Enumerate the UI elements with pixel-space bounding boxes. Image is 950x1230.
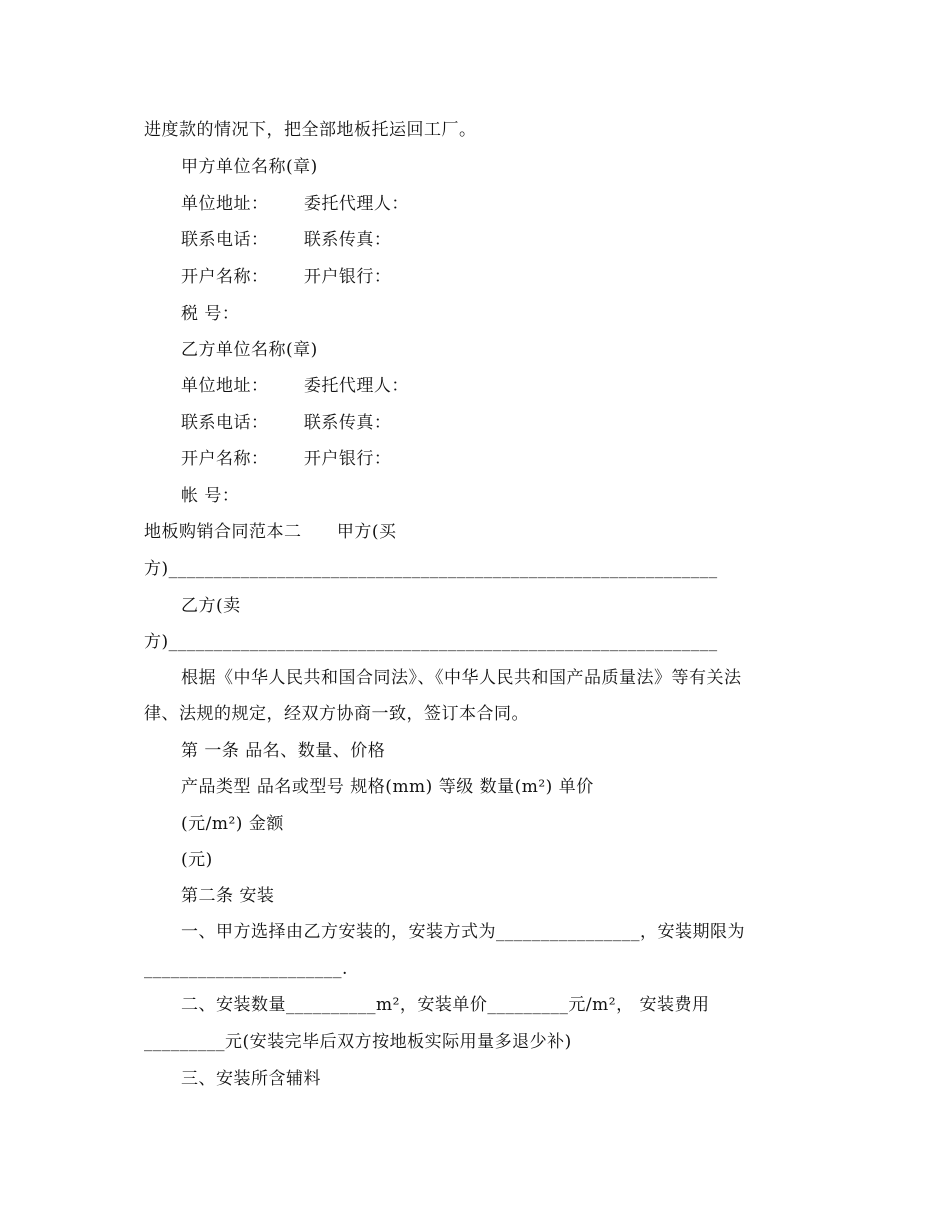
installation-clause-2: 二、安装数量__________m²，安装单价_________元/m²， 安装费用: [181, 995, 710, 1015]
product-table-header-3: (元): [181, 850, 213, 870]
article-2-heading: 第二条 安装: [181, 886, 275, 906]
product-table-header-1: 产品类型 品名或型号 规格(mm) 等级 数量(m²) 单价: [181, 777, 594, 797]
party-b-address-line: 单位地址： 委托代理人：: [181, 376, 409, 396]
party-b-name-label: 乙方单位名称(章): [181, 340, 318, 360]
seller-blank-line: 方)_____________________________________________________________: [144, 632, 718, 652]
buyer-blank-line: 方)_____________________________________________________________: [144, 559, 718, 579]
installation-clause-3: 三、安装所含辅料: [181, 1069, 321, 1089]
party-a-tax-line: 税 号：: [181, 304, 240, 324]
paragraph-continuation: 进度款的情况下，把全部地板托运回工厂。: [144, 120, 477, 140]
party-b-phone-line: 联系电话： 联系传真：: [181, 413, 392, 433]
installation-clause-1-cont: ______________________.: [144, 959, 348, 979]
party-a-address-line: 单位地址： 委托代理人：: [181, 194, 409, 214]
installation-clause-1: 一、甲方选择由乙方安装的，安装方式为________________，安装期限为: [181, 922, 745, 942]
contract-title-line: 地板购销合同范本二 甲方(买: [144, 522, 397, 542]
party-a-phone-line: 联系电话： 联系传真：: [181, 230, 392, 250]
party-b-bank-line: 开户名称： 开户银行：: [181, 449, 392, 469]
preamble-line-2: 律、法规的规定，经双方协商一致，签订本合同。: [144, 704, 529, 724]
product-table-header-2: (元/m²) 金额: [181, 814, 284, 834]
party-a-name-label: 甲方单位名称(章): [181, 157, 318, 177]
installation-clause-2-cont: _________元(安装完毕后双方按地板实际用量多退少补): [144, 1032, 572, 1052]
party-b-account-line: 帐 号：: [181, 486, 240, 506]
preamble-line-1: 根据《中华人民共和国合同法》、《中华人民共和国产品质量法》等有关法: [181, 668, 742, 688]
party-a-bank-line: 开户名称： 开户银行：: [181, 267, 392, 287]
article-1-heading: 第 一条 品名、数量、价格: [181, 741, 386, 761]
seller-label: 乙方(卖: [181, 596, 241, 616]
